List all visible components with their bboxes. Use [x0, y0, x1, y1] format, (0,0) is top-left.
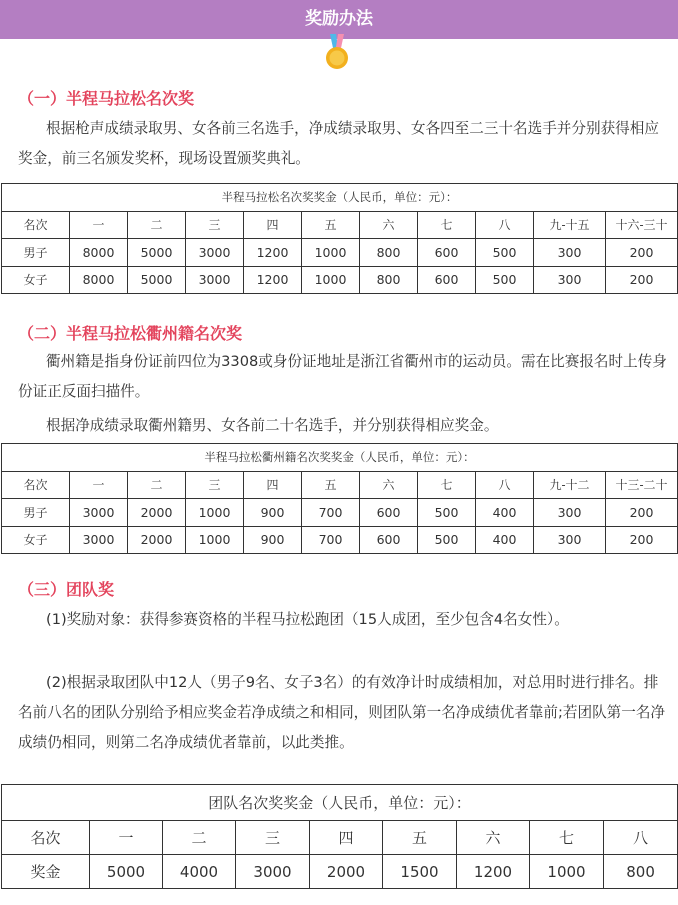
table-header-cell: 八 — [604, 821, 678, 855]
table-cell: 3000 — [70, 499, 128, 527]
section2-paragraph2 — [18, 411, 670, 441]
table-cell: 600 — [360, 526, 418, 554]
table-caption-row — [2, 444, 678, 472]
table-cell: 400 — [476, 526, 534, 554]
table-row — [2, 855, 678, 889]
table-row-label: 奖金 — [2, 855, 90, 889]
section2-prize-table — [1, 443, 678, 554]
table-cell: 300 — [534, 266, 606, 294]
table-cell: 5000 — [128, 266, 186, 294]
table-header-row — [2, 211, 678, 239]
section1-paragraph-text: 根据枪声成绩录取男、女各前三名选手，净成绩录取男、女各四至二三十名选手并分别获得相应奖金，前三名颁发奖杯，现场设置颁奖典礼。 — [18, 120, 659, 167]
table-cell: 1200 — [457, 855, 530, 889]
table-cell: 500 — [418, 526, 476, 554]
section3-paragraph2 — [18, 668, 670, 758]
table-header-cell: 一 — [70, 471, 128, 499]
table-cell: 200 — [606, 499, 678, 527]
table-cell: 1000 — [530, 855, 604, 889]
table-cell: 800 — [360, 266, 418, 294]
table-header-cell: 六 — [457, 821, 530, 855]
section2-paragraph1 — [18, 347, 670, 407]
table-cell: 1000 — [186, 499, 244, 527]
table-header-cell: 名次 — [2, 821, 90, 855]
table-cell: 600 — [360, 499, 418, 527]
table-header-cell: 六 — [360, 471, 418, 499]
table-caption-row — [2, 184, 678, 212]
medal-icon — [321, 34, 353, 72]
table-cell: 3000 — [186, 266, 244, 294]
table-cell: 700 — [302, 526, 360, 554]
table-header-cell: 九-十二 — [534, 471, 606, 499]
table-header-cell: 二 — [163, 821, 236, 855]
table-header-cell: 一 — [90, 821, 163, 855]
table-cell: 600 — [418, 266, 476, 294]
table-cell: 300 — [534, 239, 606, 267]
section3-paragraph1-text: (1)奖励对象：获得参赛资格的半程马拉松跑团（15人成团，至少包含4名女性）。 — [46, 611, 569, 628]
table-header-cell: 名次 — [2, 211, 70, 239]
table-caption: 半程马拉松衢州籍名次奖奖金（人民币，单位：元）： — [2, 444, 678, 472]
table-header-cell: 十三-二十 — [606, 471, 678, 499]
table-cell: 1000 — [302, 239, 360, 267]
table-cell: 1200 — [244, 266, 302, 294]
table-row-label: 男子 — [2, 239, 70, 267]
table-cell: 900 — [244, 526, 302, 554]
table-cell: 3000 — [70, 526, 128, 554]
table-caption: 团队名次奖奖金（人民币，单位：元）： — [2, 785, 678, 821]
table-header-cell: 五 — [383, 821, 457, 855]
table-caption-row — [2, 785, 678, 821]
table-header-cell: 十六-三十 — [606, 211, 678, 239]
table-cell: 5000 — [90, 855, 163, 889]
table-cell: 200 — [606, 526, 678, 554]
table-header-cell: 五 — [302, 211, 360, 239]
table-cell: 8000 — [70, 239, 128, 267]
section1-paragraph — [18, 114, 670, 174]
table-header-cell: 六 — [360, 211, 418, 239]
table-header-row — [2, 471, 678, 499]
table-header-cell: 七 — [418, 471, 476, 499]
table-row-label: 女子 — [2, 266, 70, 294]
table-header-cell: 二 — [128, 471, 186, 499]
table-cell: 3000 — [236, 855, 310, 889]
table-cell: 400 — [476, 499, 534, 527]
table-header-cell: 四 — [310, 821, 383, 855]
table-row-label: 男子 — [2, 499, 70, 527]
table-cell: 900 — [244, 499, 302, 527]
table-header-cell: 七 — [418, 211, 476, 239]
table-caption: 半程马拉松名次奖奖金（人民币，单位：元）： — [2, 184, 678, 212]
section2-paragraph2-text: 根据净成绩录取衢州籍男、女各前二十名选手，并分别获得相应奖金。 — [46, 417, 499, 434]
table-row — [2, 239, 678, 267]
table-cell: 2000 — [128, 526, 186, 554]
table-cell: 500 — [418, 499, 476, 527]
table-cell: 2000 — [310, 855, 383, 889]
table-header-cell: 四 — [244, 211, 302, 239]
section3-paragraph1 — [18, 605, 670, 635]
table-header-cell: 二 — [128, 211, 186, 239]
banner-title: 奖励办法 — [305, 9, 373, 29]
table-cell: 8000 — [70, 266, 128, 294]
table-header-cell: 三 — [186, 471, 244, 499]
section1-prize-table — [1, 183, 678, 294]
table-header-cell: 三 — [186, 211, 244, 239]
table-cell: 3000 — [186, 239, 244, 267]
table-cell: 700 — [302, 499, 360, 527]
table-header-row — [2, 821, 678, 855]
table-header-cell: 七 — [530, 821, 604, 855]
table-cell: 500 — [476, 266, 534, 294]
section3-heading: （三）团队奖 — [18, 580, 115, 599]
table-cell: 1200 — [244, 239, 302, 267]
table-header-cell: 四 — [244, 471, 302, 499]
table-row — [2, 526, 678, 554]
table-header-cell: 名次 — [2, 471, 70, 499]
table-cell: 300 — [534, 526, 606, 554]
table-row — [2, 266, 678, 294]
section1-heading: （一）半程马拉松名次奖 — [18, 89, 195, 108]
table-cell: 800 — [604, 855, 678, 889]
table-header-cell: 九-十五 — [534, 211, 606, 239]
table-cell: 5000 — [128, 239, 186, 267]
table-row-label: 女子 — [2, 526, 70, 554]
table-row — [2, 499, 678, 527]
table-cell: 1000 — [186, 526, 244, 554]
table-header-cell: 三 — [236, 821, 310, 855]
table-cell: 500 — [476, 239, 534, 267]
table-cell: 1000 — [302, 266, 360, 294]
section2-paragraph1-text: 衢州籍是指身份证前四位为3308或身份证地址是浙江省衢州市的运动员。需在比赛报名时上传身份证正反面扫描件。 — [18, 353, 667, 400]
table-header-cell: 五 — [302, 471, 360, 499]
table-header-cell: 八 — [476, 471, 534, 499]
section3-paragraph2-text: (2)根据录取团队中12人（男子9名、女子3名）的有效净计时成绩相加，对总用时进行排名。排名前八名的团队分别给予相应奖金若净成绩之和相同，则团队第一名净成绩优者靠前;若团队第一名净成绩仍相同，则第二名净成绩优者靠前，以此类推。 — [18, 674, 666, 751]
table-cell: 200 — [606, 266, 678, 294]
table-cell: 1500 — [383, 855, 457, 889]
table-cell: 300 — [534, 499, 606, 527]
table-cell: 600 — [418, 239, 476, 267]
table-header-cell: 八 — [476, 211, 534, 239]
table-cell: 800 — [360, 239, 418, 267]
table-cell: 2000 — [128, 499, 186, 527]
section2-heading: （二）半程马拉松衢州籍名次奖 — [18, 324, 243, 343]
table-cell: 200 — [606, 239, 678, 267]
section3-prize-table — [1, 784, 678, 889]
table-header-cell: 一 — [70, 211, 128, 239]
table-cell: 4000 — [163, 855, 236, 889]
